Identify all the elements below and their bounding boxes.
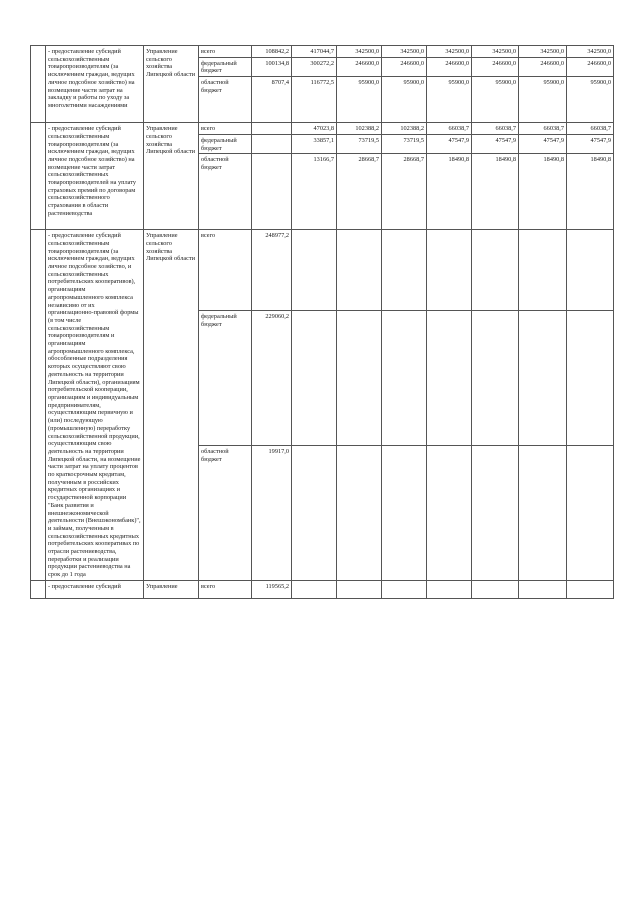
amount-cell [519,580,567,598]
measure-description: - предоставление субсидий сельскохозяйственным товаропроизводителям (за исключением граждан, ведущих личное подсобное хозяйство) на возмещение части затрат сельскохозяйственных товаропроизводителей на уплату страховых премий по договорам сельскохозяйственного страхования в области растениеводства [46,123,144,230]
amount-cell: 246600,0 [427,57,472,76]
amount-cell: 66038,7 [567,123,614,135]
index-cell [31,123,46,230]
amount-cell: 246600,0 [337,57,382,76]
amount-cell: 28668,7 [382,154,427,230]
amount-cell: 18490,8 [567,154,614,230]
amount-cell: 73719,5 [337,134,382,153]
amount-cell [382,446,427,581]
amount-cell: 246600,0 [472,57,519,76]
amount-cell: 66038,7 [427,123,472,135]
amount-cell [567,580,614,598]
source-label: областной бюджет [199,154,252,230]
amount-cell: 417044,7 [292,46,337,58]
index-cell [31,580,46,598]
amount-cell: 100134,8 [252,57,292,76]
amount-cell [292,311,337,446]
amount-cell [567,311,614,446]
amount-cell [382,580,427,598]
amount-cell: 47547,9 [427,134,472,153]
amount-cell: 342500,0 [567,46,614,58]
executor-cell: Управление сельского хозяйства Липецкой области [144,46,199,123]
amount-cell [292,580,337,598]
table-row [31,230,614,311]
amount-cell [382,311,427,446]
amount-cell: 19917,0 [252,446,292,581]
executor-cell: Управление сельского хозяйства Липецкой области [144,123,199,230]
amount-cell: 116772,5 [292,77,337,123]
amount-cell: 95900,0 [427,77,472,123]
amount-cell: 246600,0 [567,57,614,76]
source-label: федеральный бюджет [199,57,252,76]
amount-cell [427,580,472,598]
amount-cell [337,446,382,581]
amount-cell: 95900,0 [337,77,382,123]
amount-cell: 95900,0 [472,77,519,123]
measure-description: - предоставление субсидий сельскохозяйственным товаропроизводителям (за исключением граждан, ведущих личное подсобное хозяйство) на возмещение части затрат на закладку и работы по уходу за многолетними насаждениями [46,46,144,123]
amount-cell: 342500,0 [519,46,567,58]
amount-cell: 342500,0 [472,46,519,58]
amount-cell: 18490,8 [472,154,519,230]
amount-cell: 66038,7 [519,123,567,135]
amount-cell [337,580,382,598]
amount-cell: 246600,0 [519,57,567,76]
amount-cell: 33857,1 [292,134,337,153]
source-label: всего [199,123,252,135]
amount-cell [472,580,519,598]
amount-cell [567,446,614,581]
amount-cell [472,311,519,446]
amount-cell: 18490,8 [427,154,472,230]
amount-cell [382,230,427,311]
amount-cell: 300272,2 [292,57,337,76]
amount-cell: 229060,2 [252,311,292,446]
amount-cell [472,446,519,581]
table-row [31,123,614,135]
amount-cell: 119565,2 [252,580,292,598]
measure-description: - предоставление субсидий [46,580,144,598]
amount-cell: 342500,0 [382,46,427,58]
amount-cell [292,230,337,311]
amount-cell: 248977,2 [252,230,292,311]
amount-cell: 95900,0 [567,77,614,123]
amount-cell: 18490,8 [519,154,567,230]
amount-cell: 28668,7 [337,154,382,230]
source-label: федеральный бюджет [199,134,252,153]
budget-table [30,45,614,599]
amount-cell [252,123,292,135]
amount-cell: 246600,0 [382,57,427,76]
measure-description: - предоставление субсидий сельскохозяйственным товаропроизводителям (за исключением граждан, ведущих личное подсобное хозяйство, и сельскохозяйственных потребительских кооперативов), организациям агропромышленного комплекса независимо от их организационно-правовой формы (в том числе сельскохозяйственным товаропроизводителям и организациям агропромышленного комплекса, обособленные подразделения которых осуществляют свою деятельность на территории Липецкой области), организациям потребительской кооперации, организациям и индивидуальным предпринимателям, осуществляющим первичную и (или) последующую (промышленную) переработку сельскохозяйственной продукции, осуществляющим свою деятельность на территории Липецкой области, на возмещение части затрат на уплату процентов по краткосрочным кредитам, полученным в российских кредитных организациях и государственной корпорации "Банк развития и внешнеэкономической деятельности (Внешэкономбанк)", и займам, полученным в сельскохозяйственных кредитных потребительских кооперативах по отрасли растениеводства, переработки и реализации продукции растениеводства на срок до 1 года [46,230,144,581]
amount-cell [337,311,382,446]
amount-cell [292,446,337,581]
amount-cell [519,230,567,311]
amount-cell: 47023,8 [292,123,337,135]
table-row [31,46,614,58]
amount-cell [519,446,567,581]
amount-cell [252,134,292,153]
amount-cell: 47547,9 [472,134,519,153]
amount-cell [519,311,567,446]
amount-cell: 108842,2 [252,46,292,58]
amount-cell: 66038,7 [472,123,519,135]
amount-cell: 95900,0 [519,77,567,123]
amount-cell [472,230,519,311]
source-label: всего [199,46,252,58]
amount-cell [252,154,292,230]
amount-cell: 13166,7 [292,154,337,230]
amount-cell: 95900,0 [382,77,427,123]
amount-cell: 342500,0 [337,46,382,58]
amount-cell [337,230,382,311]
index-cell [31,230,46,581]
amount-cell: 342500,0 [427,46,472,58]
source-label: областной бюджет [199,77,252,123]
index-cell [31,46,46,123]
source-label: всего [199,230,252,311]
amount-cell: 102388,2 [337,123,382,135]
amount-cell: 73719,5 [382,134,427,153]
executor-cell: Управление [144,580,199,598]
amount-cell [427,311,472,446]
table-row [31,580,614,598]
source-label: федеральный бюджет [199,311,252,446]
amount-cell [427,446,472,581]
amount-cell: 8707,4 [252,77,292,123]
amount-cell [427,230,472,311]
source-label: всего [199,580,252,598]
amount-cell: 47547,9 [519,134,567,153]
executor-cell: Управление сельского хозяйства Липецкой области [144,230,199,581]
amount-cell: 102388,2 [382,123,427,135]
amount-cell: 47547,9 [567,134,614,153]
amount-cell [567,230,614,311]
source-label: областной бюджет [199,446,252,581]
